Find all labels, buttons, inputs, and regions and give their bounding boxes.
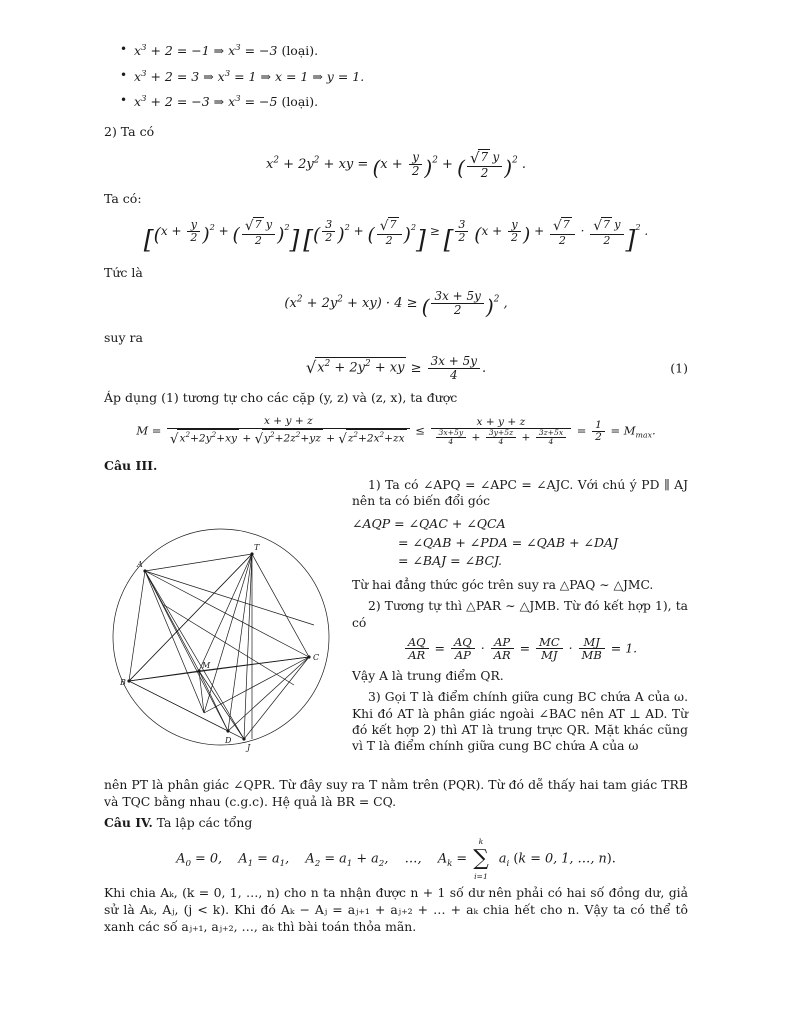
list-item: • $x^3 + 2 = -1$ ⇒ $x^3 = -3$ (loại). xyxy=(134,44,688,59)
section-2-intro: 2) Ta có xyxy=(104,123,155,139)
cau-4-intro: Ta lập các tổng xyxy=(156,814,253,830)
taco-label: Ta có: xyxy=(104,191,142,207)
figure-label-J: J xyxy=(247,743,251,753)
suyra-label: suy ra xyxy=(104,329,143,345)
cau3-p3: 2) Tương tự thì △PAR ∼ △JMB. Từ đó kết hợp 1), ta có xyxy=(352,599,688,630)
cau4-p1: Khi chia Aₖ, (k = 0, 1, …, n) cho n ta nhận được n + 1 số dư nên phải có hai số đồng dư, giả sử là Aₖ, Aⱼ, (j < k). Khi đó Aₖ − Aⱼ = aⱼ₊₁ + aⱼ₊₂ + … + aₖ chia hết cho n. Vậy ta có thể tô xanh các số aⱼ₊₁, aⱼ₊₂, …, aₖ thì bài toán thỏa mãn. xyxy=(104,885,688,935)
equation-sqrt: $√x^2 + 2y^2$ + xy ≥ $\frac{3x + 5y}{4}$ . (1) xyxy=(305,353,688,382)
cau-3-tail xyxy=(104,777,688,936)
figure-label-B: B xyxy=(120,678,126,688)
angle-derivation xyxy=(352,515,688,571)
cau3-p4: Vậy A là trung điểm QR. xyxy=(352,668,504,683)
cau-3-title: Câu III. xyxy=(104,458,158,474)
cau3-p2: Từ hai đẳng thức góc trên suy ra △PAQ ∼ △JMC. xyxy=(352,578,654,592)
cau-4-title: Câu IV. xyxy=(104,814,153,830)
equation-cauchy: [(x + $\frac{y}{2}$ )$^2$ + ( $\frac{√7 y}{2}$ )$^2$] [( $\frac{3}{2}$ )$^2$ + ( $\frac{√7}{2}$ )$^2$] ≥ [ $\frac{3}{2}$ (x + $\frac{y}{2}$ ) + $\frac{√7}{2}$ · $\frac{√7 y}{2}$ ]$^2$ . xyxy=(143,217,649,254)
cau-3-text xyxy=(352,477,688,755)
document-body xyxy=(104,44,688,940)
bullet-list xyxy=(104,44,688,110)
figure-label-M: M xyxy=(202,661,211,671)
geometry-circle-diagram xyxy=(104,485,340,785)
figure-label-D: D xyxy=(225,736,232,746)
figure-label-C: C xyxy=(313,653,320,663)
cau-4-line xyxy=(104,815,688,832)
apply-line: Áp dụng (1) tương tự cho các cặp (y, z) và (z, x), ta được xyxy=(104,390,458,406)
cau3-p1: 1) Ta có ∠APQ = ∠APC = ∠AJC. Với chú ý PD ∥ AJ nên ta có biến đổi góc xyxy=(352,478,688,509)
angle-line-1: ∠AQP = ∠QAC + ∠QCA xyxy=(352,515,506,531)
equation-ratio: $\frac{AQ}{AR}$ = $\frac{AQ}{AP}$ · $\frac{AP}{AR}$ = $\frac{MC}{MJ}$ · $\frac{MJ}{MB}$ = 1. xyxy=(352,636,688,662)
equation-result: $(x^2 + 2y^2 + xy) \cdot 4$ ≥ ( $\frac{3x + 5y}{2}$ )$^2$ , xyxy=(284,289,508,319)
equation-identity: $x^2 + 2y^2$ + xy = (x + $\frac{y}{2}$ )$^2$ + ( $\frac{√7 y}{2}$ )$^2$ . xyxy=(266,149,526,181)
figure-label-A: A xyxy=(137,560,143,570)
list-item: • $x^3 + 2 = 3$ ⇒ $x^3 = 1$ ⇒ x = 1 ⇒ y = 1. xyxy=(134,70,688,85)
cau3-p5: 3) Gọi T là điểm chính giữa cung BC chứa A của ω. Khi đó AT là phân giác ngoài ∠BAC nên AT ⊥ AD. Từ đó kết hợp 2) thì AT là trung trực QR. Mặt khác cũng vì T là điểm chính giữa cung BC chứa A của ω xyxy=(352,690,688,754)
tucla-label: Tức là xyxy=(104,264,143,280)
list-item: • $x^3 + 2 = -3$ ⇒ $x^3 = -5$ (loại). xyxy=(134,95,688,110)
figure-and-text-row xyxy=(104,477,688,777)
cau3-tail-text: nên PT là phân giác ∠QPR. Từ đây suy ra T nằm trên (PQR). Từ đó dễ thấy hai tam giác TRB và TQC bằng nhau (c.g.c). Hệ quả là BR = CQ. xyxy=(104,777,688,809)
angle-line-3: = ∠BAJ = ∠BCJ. xyxy=(398,553,503,569)
equation-number: (1) xyxy=(670,360,688,376)
figure-label-T: T xyxy=(254,543,260,553)
angle-line-2: = ∠QAB + ∠PDA = ∠QAB + ∠DAJ xyxy=(398,534,619,550)
equation-sums: $A_0 = 0$, $A_1 = a_1$, $A_2 = a_1 + a_2$, …, $A_k$ = k ∑ i=1 $a_i$ (k = 0, 1, …, n). xyxy=(176,836,616,881)
equation-M: M = $\frac{x + y + z}{√x^2+2y^2+xy + √y^2+2z^2+yz + √z^2+2x^2+zx}$ ≤ x + y + z $\frac{3x+5y}{4}$ + $\frac{3y+5z}{4}$ + $\frac{3z+5x}{4}$ = $\frac{1}{2}$ = $M_{max}$. xyxy=(136,415,656,447)
